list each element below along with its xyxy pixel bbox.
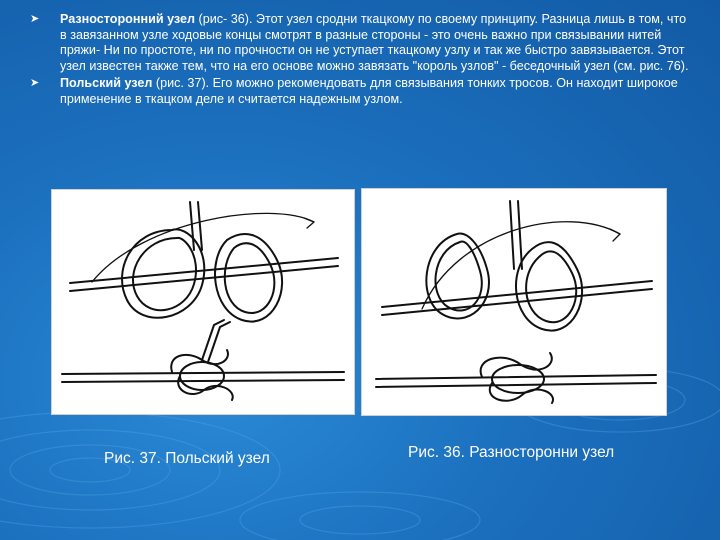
bullet-item-1 [30,12,690,74]
arrowhead-bullet-icon: ➤ [30,13,40,25]
figure-polish-knot [51,189,355,415]
caption-polish-knot: Рис. 37. Польский узел [104,450,270,467]
knot-illustration [52,190,354,414]
bullet-item-2 [30,76,690,107]
caption-carrick-knot: Рис. 36. Разносторонни узел [408,444,615,461]
bullet-1-term: Разносторонний узел [60,12,196,26]
figure-carrick-knot [361,188,667,416]
bullet-2-term: Польский узел [60,76,153,91]
arrowhead-bullet-icon: ➤ [30,77,40,90]
bullet-2-text: (рис. 37). Его можно рекомендовать для связывания тонких тросов. Он находит широкое применение в ткацком деле и считается надежным узлом. [60,76,678,106]
bullet-1-text: (рис- 36). Этот узел сродни ткацкому по своему принципу. Разница лишь в том, что в завязанном узле ходовые концы смотрят в разные стороны - это очень важно при связывании нитей пряжи- Ни по простоте, ни по прочности он не уступает ткацкому узлу и так же быстро завязывается. Этот узел известен также тем, что на его основе можно завязать "король узлов" - беседочный узел (см. рис. 76). [60,12,689,73]
knot-illustration [362,189,666,415]
slide-text [30,12,690,110]
